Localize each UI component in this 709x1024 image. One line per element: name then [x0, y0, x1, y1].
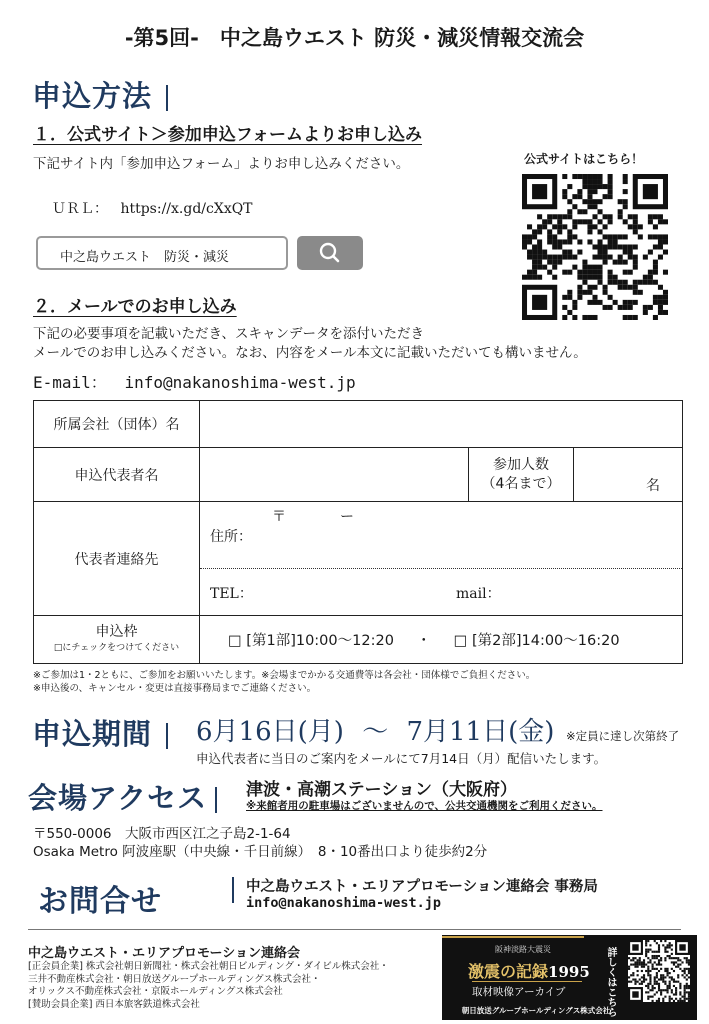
access-heading — [28, 776, 217, 817]
address-label: 住所： — [210, 529, 252, 545]
section1-heading: １．公式サイト＞参加申込フォームよりお申し込み — [33, 125, 422, 145]
contact-field[interactable] — [200, 502, 683, 616]
application-form — [33, 400, 683, 664]
contact-email[interactable]: info@nakanoshima-west.jp — [246, 895, 442, 911]
slot-option-2[interactable]: □ [第2部]14:00～16:20 — [453, 633, 620, 649]
apply-method-heading-text: 申込方法 — [32, 79, 153, 113]
tel-label: TEL： — [210, 586, 253, 602]
email-line — [33, 370, 356, 393]
slot-hint: □にチェックをつけてください — [53, 642, 180, 653]
venue-address: 〒550-0006 大阪市西区江之子島2-1-64 — [33, 826, 291, 842]
banner-qr-code[interactable] — [628, 940, 690, 1002]
url-link[interactable]: https://x.gd/cXxQT — [120, 201, 253, 217]
participant-count-unit: 名 — [646, 478, 660, 494]
slot-options — [200, 616, 683, 664]
slot-option-1[interactable]: □ [第1部]10:00～12:20 — [228, 633, 394, 649]
address-area[interactable] — [200, 502, 682, 568]
period-dates — [196, 711, 554, 748]
contact-org: 中之島ウエスト・エリアプロモーション連絡会 事務局 — [246, 879, 598, 895]
note-2: ※申込後の、キャンセル・変更は直接事務局までご連絡ください。 — [33, 683, 317, 694]
venue-station: Osaka Metro 阿波座駅（中央線・千日前線） 8・10番出口より徒歩約2分 — [33, 844, 488, 860]
period-heading — [32, 712, 168, 753]
heading-divider — [166, 723, 168, 749]
postal-dash: ー — [340, 509, 354, 525]
note-1: ※ご参加は1・2ともに、ご参加をお願いいたします。※会場までかかる交通費等は各会社・団体様でご負担ください。 — [33, 670, 536, 681]
slot-label: 申込枠 — [95, 623, 138, 640]
participant-count-label — [469, 448, 574, 502]
official-site-qr-code[interactable] — [522, 174, 668, 320]
qr-caption: 公式サイトはこちら！ — [524, 152, 644, 166]
section2-description-2: メールでのお申し込みください。なお、内容をメール本文に記載いただいても構いません。 — [33, 345, 587, 361]
period-note: 申込代表者に当日のご案内をメールにて7月14日（月）配信いたします。 — [196, 751, 607, 766]
footer-members-2: 三井不動産株式会社・朝日放送グループホールディングス株式会社・ — [28, 973, 321, 985]
footer-members-1: [正会員企業] 株式会社朝日新聞社・株式会社朝日ビルディング・ダイビル株式会社・ — [28, 961, 389, 972]
section2-description-1: 下記の必要事項を記載いただき、スキャンデータを添付いただき — [33, 326, 424, 342]
period-tilde: 〜 — [362, 717, 389, 747]
banner-title-1: 激震の記録 — [468, 962, 549, 981]
postal-mark: 〒 — [272, 509, 286, 525]
participant-count-label-1: 参加人数 — [493, 456, 549, 473]
period-suffix: ※定員に達し次第終了 — [566, 729, 680, 743]
banner-company: 朝日放送グループホールディングス株式会社 — [461, 1006, 611, 1015]
section1-description: 下記サイト内「参加申込フォーム」よりお申し込みください。 — [33, 156, 410, 172]
banner-side-text: 詳しくはこちら — [605, 947, 616, 1017]
banner-accent — [442, 936, 584, 938]
heading-divider — [232, 877, 234, 903]
banner-small: 阪神淡路大震災 — [495, 945, 551, 954]
url-line — [52, 198, 253, 218]
event-title: -第5回- 中之島ウエスト 防災・減災情報交流会 — [124, 26, 585, 50]
footer-org: 中之島ウエスト・エリアプロモーション連絡会 — [28, 946, 300, 961]
banner-title-2: 1995 — [548, 963, 590, 981]
email-address[interactable]: info@nakanoshima-west.jp — [124, 373, 356, 392]
parking-note: ※来館者用の駐車場はございませんので、公共交通機関をご利用ください。 — [246, 800, 603, 812]
period-end: 7月11日(金) — [406, 717, 555, 747]
company-label: 所属会社（団体）名 — [34, 401, 200, 448]
section2-heading: ２．メールでのお申し込み — [33, 297, 237, 317]
contact-label: 代表者連絡先 — [34, 502, 200, 616]
footer-divider — [28, 929, 681, 930]
footer-members — [28, 961, 389, 1011]
participant-count-field[interactable] — [574, 448, 683, 502]
footer-members-4: [賛助会員企業] 西日本旅客鉄道株式会社 — [28, 998, 200, 1010]
banner-title — [468, 959, 590, 982]
slot-separator: ・ — [416, 633, 432, 649]
mail-label: mail： — [456, 586, 501, 602]
rep-name-field[interactable] — [200, 448, 469, 502]
slot-label-cell — [34, 616, 200, 664]
footer-members-3: オリックス不動産株式会社・京阪ホールディングス株式会社 — [28, 986, 283, 997]
contact-heading: お問合せ — [38, 884, 162, 919]
phone-mail-area[interactable] — [200, 569, 682, 615]
access-heading-text: 会場アクセス — [28, 781, 208, 815]
url-label: ＵＲＬ： — [52, 201, 108, 217]
heading-divider — [215, 787, 217, 813]
company-field[interactable] — [200, 401, 683, 448]
archive-banner[interactable] — [442, 935, 697, 1020]
period-start: 6月16日(月) — [196, 717, 344, 747]
banner-subtitle: 取材映像アーカイブ — [472, 981, 582, 999]
period-heading-text: 申込期間 — [32, 717, 153, 751]
search-box[interactable]: 中之島ウエスト 防災・減災 — [36, 236, 288, 270]
rep-name-label: 申込代表者名 — [34, 448, 200, 502]
heading-divider — [166, 85, 168, 111]
email-label: E-mail： — [33, 373, 107, 392]
venue-name: 津波・高潮ステーション（大阪府） — [246, 780, 517, 800]
search-button[interactable] — [297, 236, 363, 270]
search-icon — [297, 236, 363, 270]
participant-count-label-2: （4名まで） — [481, 475, 561, 492]
apply-method-heading — [32, 74, 168, 115]
